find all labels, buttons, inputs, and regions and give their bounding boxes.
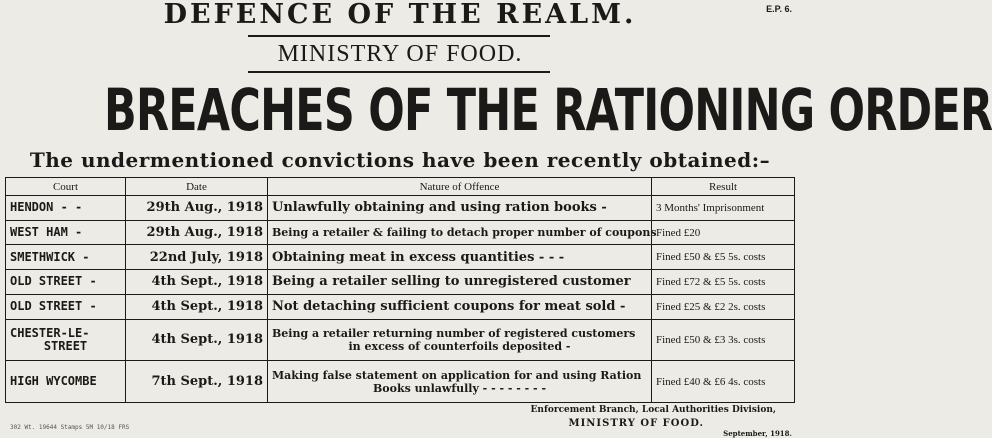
reference-code: E.P. 6. [766,4,792,14]
result-cell: 3 Months' Imprisonment [652,196,795,221]
offence-cell [268,319,652,361]
offence-line: Being a retailer returning number of registered customers [272,326,636,340]
column-header-result: Result [652,178,795,196]
poster-title: DEFENCE OF THE REALM. [163,0,637,30]
offence-line: Making false statement on application for and using Ration [272,368,642,382]
offence-cell: Being a retailer & failing to detach proper number of coupons [268,220,652,245]
result-cell: Fined £50 & £5 5s. costs [652,245,795,270]
offence-cell: Unlawfully obtaining and using ration books - [268,196,652,221]
date-cell: 4th Sept., 1918 [126,294,268,319]
court-cell: HIGH WYCOMBE [6,361,126,403]
column-header-date: Date [126,178,268,196]
column-header-offence: Nature of Offence [268,178,652,196]
column-header-court: Court [6,178,126,196]
date-cell: 4th Sept., 1918 [126,270,268,295]
court-line: STREET [43,338,88,353]
date-cell: 29th Aug., 1918 [126,220,268,245]
table-row [6,270,795,295]
table-row [6,196,795,221]
footer-date: September, 1918. [723,429,792,438]
date-cell: 7th Sept., 1918 [126,361,268,403]
offence-cell: Not detaching sufficient coupons for meat sold - [268,294,652,319]
court-cell: HENDON - - [6,196,126,221]
offence-line: Books unlawfully - - - - - - - - [372,381,547,395]
printer-imprint: 302 Wt. 19644 Stamps 5M 10/18 FRS [10,424,130,431]
table-row [6,319,795,361]
court-cell: OLD STREET - [6,270,126,295]
result-cell: Fined £50 & £3 3s. costs [652,319,795,361]
date-cell: 22nd July, 1918 [126,245,268,270]
court-line: CHESTER-LE- [10,325,90,340]
offence-line: in excess of counterfoils deposited - [348,339,571,353]
convictions-table [5,177,795,403]
headline: BREACHES OF THE RATIONING ORDER [104,76,992,144]
court-cell: WEST HAM - [6,220,126,245]
table-row [6,294,795,319]
table-row [6,220,795,245]
result-cell: Fined £20 [652,220,795,245]
offence-cell: Obtaining meat in excess quantities - - - [268,245,652,270]
result-cell: Fined £40 & £6 4s. costs [652,361,795,403]
subtitle: The undermentioned convictions have been recently obtained:– [29,148,771,172]
result-cell: Fined £72 & £5 5s. costs [652,270,795,295]
footer-division: Enforcement Branch, Local Authorities Division, [530,405,776,415]
date-cell: 4th Sept., 1918 [126,319,268,361]
offence-cell: Being a retailer selling to unregistered customer [268,270,652,295]
divider-rule [248,35,550,37]
table-header-row [6,178,795,196]
footer-ministry: MINISTRY OF FOOD. [568,418,704,429]
court-cell [6,319,126,361]
ministry-heading: MINISTRY OF FOOD. [277,41,523,67]
court-cell: SMETHWICK - [6,245,126,270]
divider-rule [248,71,550,73]
court-cell: OLD STREET - [6,294,126,319]
offence-cell [268,361,652,403]
table-row [6,361,795,403]
date-cell: 29th Aug., 1918 [126,196,268,221]
table-row [6,245,795,270]
result-cell: Fined £25 & £2 2s. costs [652,294,795,319]
